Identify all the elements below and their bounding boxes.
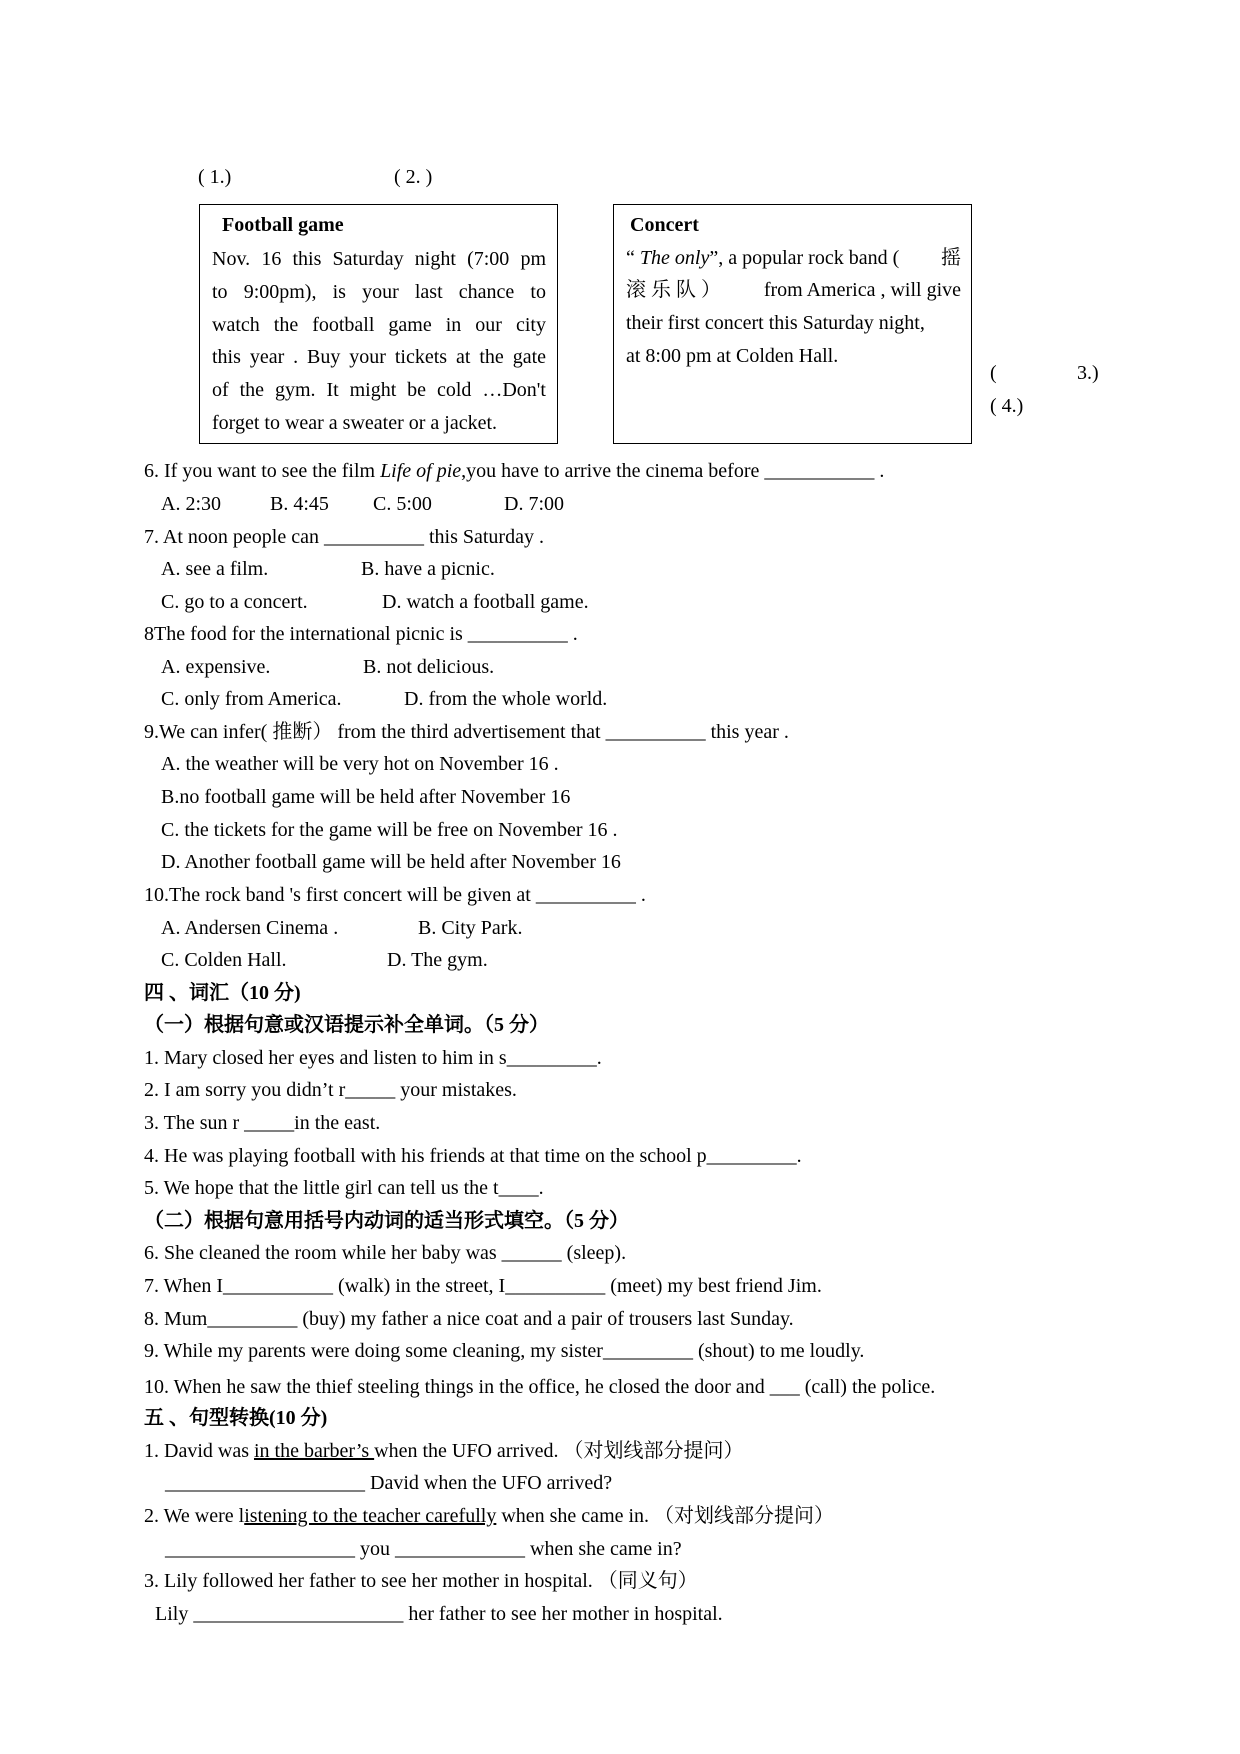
marker-3-close: 3.) (1077, 362, 1099, 384)
football-line-6: forget to wear a sweater or a jacket. (212, 412, 498, 434)
vocab-item-3: 3. The sun r _____in the east. (144, 1112, 381, 1134)
q9-option-a: A. the weather will be very hot on November 16 . (161, 753, 559, 775)
q8-option-a: A. expensive. (161, 656, 271, 678)
q8-option-d: D. from the whole world. (404, 688, 608, 710)
q6-option-d: D. 7:00 (504, 493, 564, 515)
verb-item-9: 9. While my parents were doing some cleaning, my sister_________ (shout) to me loudly. (144, 1340, 865, 1362)
q10-option-a: A. Andersen Cinema . (161, 917, 339, 939)
concert-title: Concert (630, 214, 699, 236)
q8-option-c: C. only from America. (161, 688, 342, 710)
q7-option-a: A. see a film. (161, 558, 269, 580)
verb-item-7: 7. When I___________ (walk) in the street, I__________ (meet) my best friend Jim. (144, 1275, 822, 1297)
concert-line-3: their first concert this Saturday night, (626, 312, 925, 334)
transform-answer-3: Lily _____________________ her father to see her mother in hospital. (155, 1603, 723, 1625)
section-5-title: 五 、句型转换(10 分) (144, 1407, 328, 1429)
section-4-part-2-title: （二）根据句意用括号内动词的适当形式填空。（5 分） (144, 1210, 629, 1232)
vocab-item-1: 1. Mary closed her eyes and listen to him in s_________. (144, 1047, 602, 1069)
football-line-4: this year . Buy your tickets at the gate (212, 346, 546, 368)
marker-4: ( 4.) (990, 395, 1024, 417)
q9-option-b: B.no football game will be held after November 16 (161, 786, 571, 808)
q10-option-d: D. The gym. (387, 949, 488, 971)
verb-item-6: 6. She cleaned the room while her baby was ______ (sleep). (144, 1242, 627, 1264)
question-9: 9.We can infer( 推断） from the third advertisement that __________ this year . (144, 721, 789, 743)
q9-option-c: C. the tickets for the game will be free on November 16 . (161, 819, 618, 841)
football-game-title: Football game (222, 214, 344, 236)
transform-item-2: 2. We were listening to the teacher carefully when she came in. （对划线部分提问） (144, 1505, 835, 1527)
q6-option-a: A. 2:30 (161, 493, 221, 515)
verb-item-8: 8. Mum_________ (buy) my father a nice coat and a pair of trousers last Sunday. (144, 1308, 794, 1330)
vocab-item-4: 4. He was playing football with his friends at that time on the school p_________. (144, 1145, 802, 1167)
q6-option-b: B. 4:45 (270, 493, 329, 515)
marker-1: ( 1.) (198, 166, 232, 188)
marker-3-open: ( (990, 362, 997, 384)
vocab-item-5: 5. We hope that the little girl can tell us the t____. (144, 1177, 544, 1199)
q9-option-d: D. Another football game will be held after November 16 (161, 851, 621, 873)
football-line-2: to 9:00pm), is your last chance to (212, 281, 546, 303)
football-line-3: watch the football game in our city (212, 314, 546, 336)
q7-option-b: B. have a picnic. (361, 558, 495, 580)
verb-item-10: 10. When he saw the thief steeling things in the office, he closed the door and ___ (call) the police. (144, 1376, 936, 1398)
section-4-title: 四 、词汇（10 分) (144, 982, 301, 1004)
marker-2: ( 2. ) (394, 166, 433, 188)
question-6: 6. If you want to see the film Life of pie,you have to arrive the cinema before ___________ . (144, 460, 885, 482)
football-line-5: of the gym. It might be cold …Don't (212, 379, 546, 401)
question-10: 10.The rock band 's first concert will be given at __________ . (144, 884, 646, 906)
transform-item-1: 1. David was in the barber’s when the UFO arrived. （对划线部分提问） (144, 1440, 744, 1462)
q7-option-c: C. go to a concert. (161, 591, 308, 613)
concert-line-2: 滚 乐 队 ） from America , will give (626, 279, 961, 301)
q10-option-b: B. City Park. (418, 917, 523, 939)
q10-option-c: C. Colden Hall. (161, 949, 287, 971)
concert-line-1: “ The only”, a popular rock band ( 摇 (626, 247, 961, 269)
section-4-part-1-title: （一）根据句意或汉语提示补全单词。（5 分） (144, 1014, 549, 1036)
q8-option-b: B. not delicious. (363, 656, 495, 678)
q7-option-d: D. watch a football game. (382, 591, 589, 613)
question-8: 8The food for the international picnic is __________ . (144, 623, 578, 645)
concert-line-4: at 8:00 pm at Colden Hall. (626, 345, 839, 367)
football-line-1: Nov. 16 this Saturday night (7:00 pm (212, 248, 546, 270)
question-7: 7. At noon people can __________ this Saturday . (144, 526, 544, 548)
transform-answer-1: ____________________ David when the UFO arrived? (165, 1472, 613, 1494)
q6-option-c: C. 5:00 (373, 493, 432, 515)
transform-answer-2: ___________________ you _____________ when she came in? (165, 1538, 682, 1560)
vocab-item-2: 2. I am sorry you didn’t r_____ your mistakes. (144, 1079, 517, 1101)
transform-item-3: 3. Lily followed her father to see her mother in hospital. （同义句） (144, 1570, 698, 1592)
